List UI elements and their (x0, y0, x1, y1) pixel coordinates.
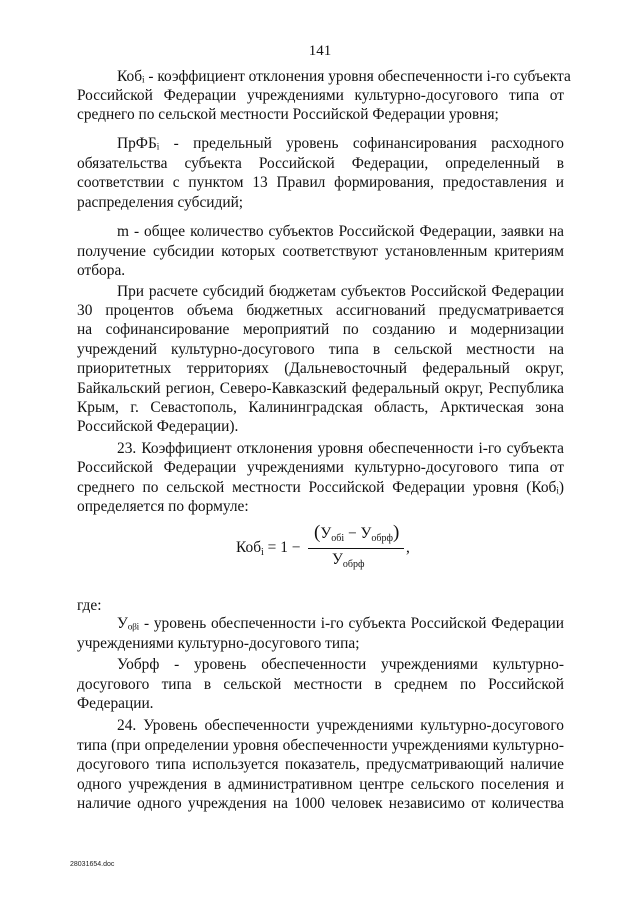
text-line: отбора. (77, 262, 126, 279)
formula-comma: , (406, 539, 410, 556)
text-line: типа (при определении уровня обеспеченности учреждениями культурно- (77, 737, 564, 754)
formula-denominator: $У_{обрф}$ (332, 551, 365, 570)
footer-filename: 28031654.doc (70, 861, 115, 868)
text-line: учреждений культурно-досугового типа в сельской местности на (77, 341, 564, 358)
text-line: 24. Уровень обеспеченности учреждениями культурно-досугового (117, 717, 564, 734)
page-number: 141 (308, 43, 332, 59)
text-line: наличие одного учреждения на 1000 человек независимо от количества (77, 795, 564, 812)
formula-lhs: Коб$_i$ = 1 − (236, 539, 301, 558)
text-line: Уₒᵦᵢ - уровень обеспеченности i-го субъекта Российской Федерации (117, 615, 564, 632)
text-line: где: (77, 597, 102, 614)
text-line: Российской Федерации учреждениями культурно-досугового типа от (77, 87, 564, 104)
text-line: среднего по сельской местности Российской Федерации уровня; (77, 106, 499, 123)
formula (236, 522, 436, 578)
text-line: Российской Федерации учреждениями культурно-досугового типа от (77, 459, 564, 476)
text-line: приоритетных территориях (Дальневосточный федеральный округ, (77, 360, 564, 377)
text-line: обязательства субъекта Российской Федерации, определенный в (77, 155, 564, 172)
text-line: соответствии с пунктом 13 Правил формирования, предоставления и (77, 174, 564, 191)
text-line: досугового типа в сельской местности в среднем по Российской (77, 676, 564, 693)
text-line: Федерации. (77, 695, 154, 712)
text-line: Российской Федерации). (77, 418, 239, 435)
text-line: досугового типа используется показатель, предусматривающий наличие (77, 756, 564, 773)
text-line: m - общее количество субъектов Российской Федерации, заявки на (117, 223, 564, 240)
text-line: Кобᵢ - коэффициент отклонения уровня обеспеченности i-го субъекта (117, 68, 571, 85)
text-line: одного учреждения в административном центре сельского поселения и (77, 776, 564, 793)
fraction-bar (308, 548, 404, 549)
text-line: 30 процентов объема бюджетных ассигнований предусматривается (77, 302, 564, 319)
text-line: Крым, г. Севастополь, Калининградская область, Арктическая зона (77, 399, 564, 416)
text-line: определяется по формуле: (77, 498, 249, 515)
text-line: распределения субсидий; (77, 194, 244, 211)
text-line: При расчете субсидий бюджетам субъектов Российской Федерации (117, 283, 564, 300)
text-line: получение субсидии которых соответствуют установленным критериям (77, 243, 564, 260)
text-line: ПрФБᵢ - предельный уровень софинансирования расходного (117, 135, 564, 152)
text-line: учреждениями культурно-досугового типа; (77, 635, 360, 652)
text-line: Байкальский регион, Северо-Кавказский федеральный округ, Республика (77, 380, 564, 397)
text-line: среднего по сельской местности Российской Федерации уровня (Кобᵢ) (77, 479, 564, 496)
text-line: на софинансирование мероприятий по созданию и модернизации (77, 321, 564, 338)
text-line: 23. Коэффициент отклонения уровня обеспеченности i-го субъекта (117, 440, 564, 457)
text-line: Уобрф - уровень обеспеченности учреждениями культурно- (117, 656, 564, 673)
formula-numerator: $(У_{обi} - У_{обрф})$ (314, 522, 400, 544)
